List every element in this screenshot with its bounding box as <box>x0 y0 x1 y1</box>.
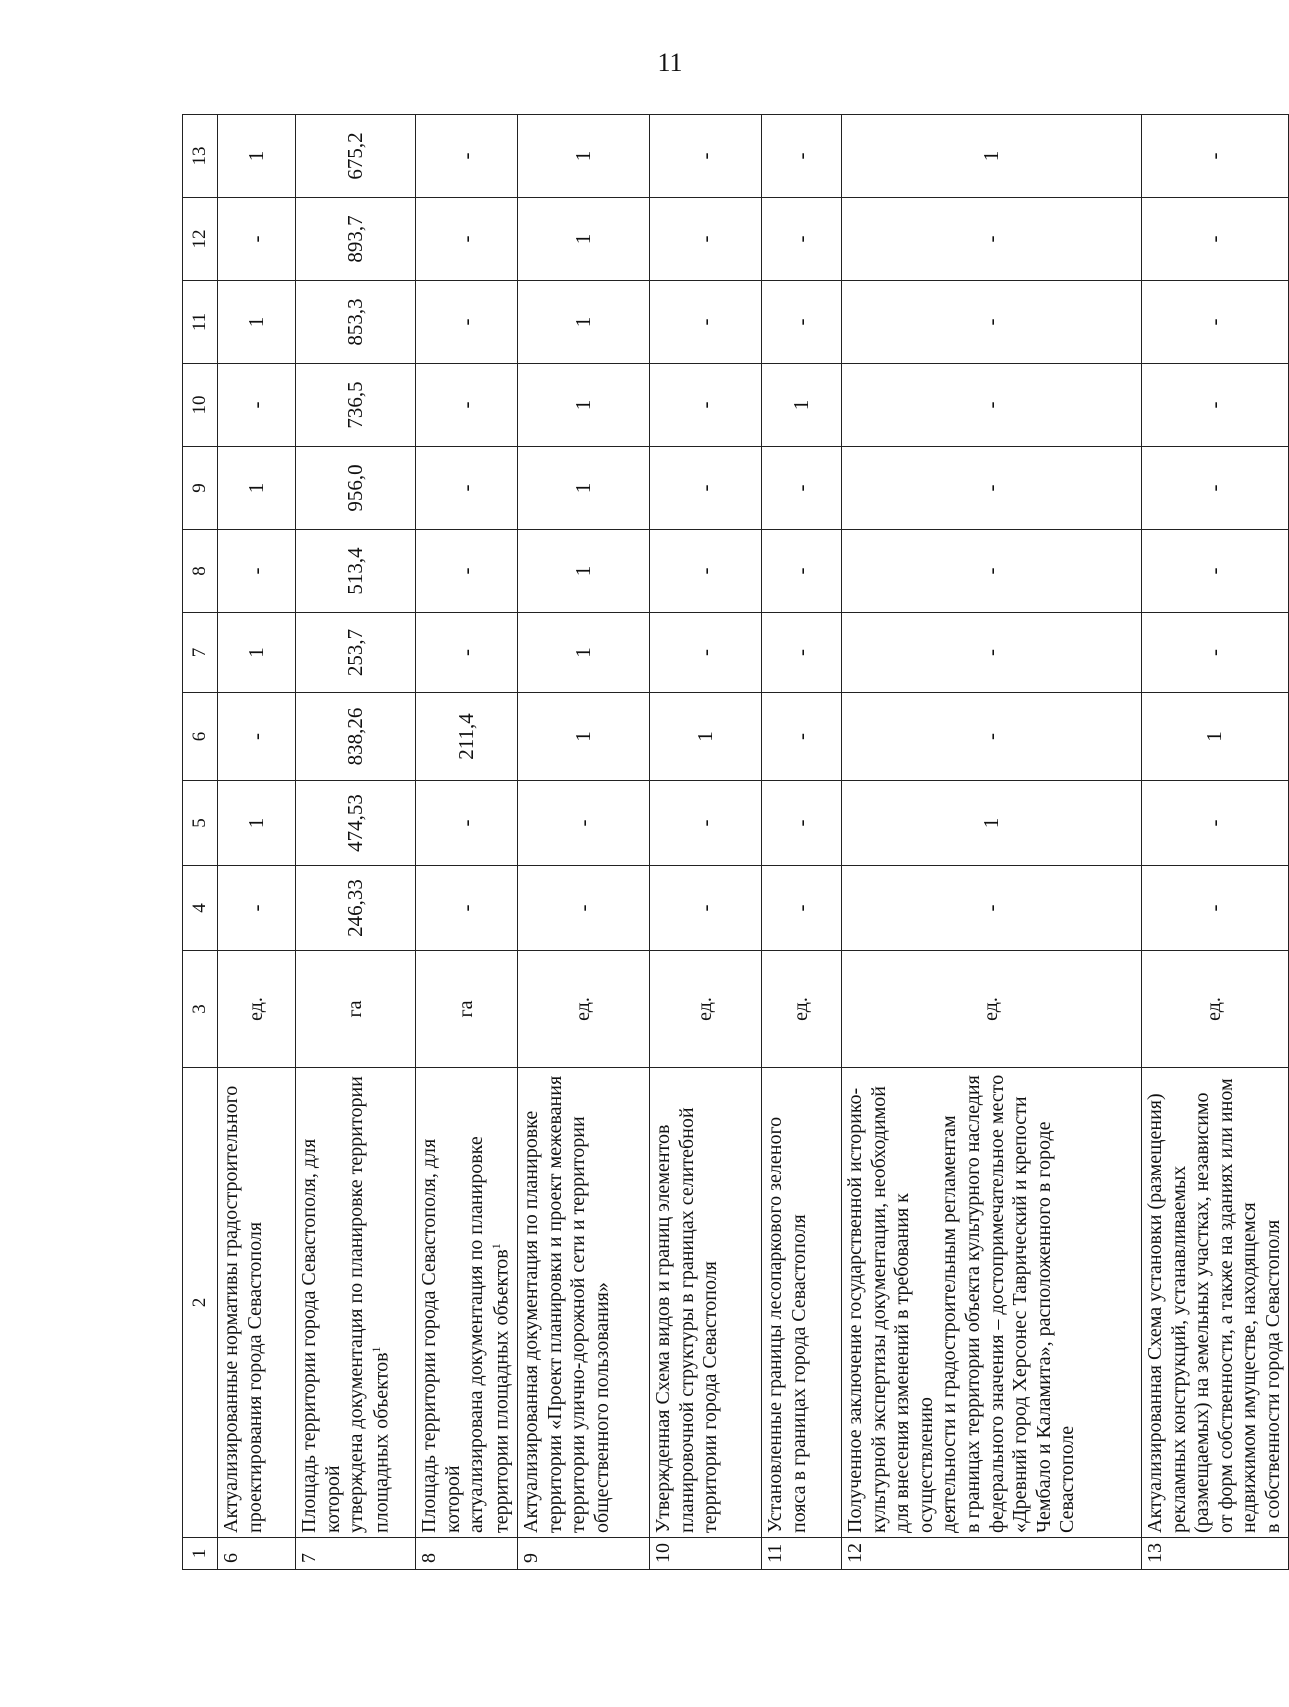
description-line: Площадь территории города Севастополя, для которой <box>418 1138 464 1533</box>
description-line: общественного пользования» <box>590 1282 613 1533</box>
description-line: пояса в границах города Севастополя <box>787 1214 810 1533</box>
description-line: для внесения изменений в требования к осуществлению <box>891 1193 937 1533</box>
description-line: Актуализированные нормативы градостроительного <box>220 1085 242 1533</box>
table-row <box>1142 115 1289 1570</box>
row-number: 8 <box>416 1538 518 1570</box>
description-line: Установленные границы лесопаркового зеленого <box>764 1116 786 1533</box>
header-cell: 10 <box>183 364 218 447</box>
value-cell: - <box>218 198 296 281</box>
description-line: от форм собственности, а также на зданиях или ином <box>1214 1078 1237 1533</box>
description-line: недвижимом имуществе, находящемся <box>1238 1202 1261 1533</box>
value-cell: - <box>842 530 1142 613</box>
table-row <box>842 115 1142 1570</box>
value-cell: - <box>650 447 762 530</box>
value-cell: 1 <box>218 281 296 364</box>
header-cell: 11 <box>183 281 218 364</box>
row-number: 7 <box>296 1538 416 1570</box>
value-cell: 675,2 <box>296 115 416 198</box>
row-number: 12 <box>842 1538 1142 1570</box>
row-number: 10 <box>650 1538 762 1570</box>
value-cell: 513,4 <box>296 530 416 613</box>
value-cell: - <box>218 530 296 613</box>
unit-cell: га <box>296 951 416 1068</box>
value-cell: - <box>416 447 518 530</box>
value-cell: - <box>218 364 296 447</box>
table-row <box>218 115 296 1570</box>
value-cell: - <box>1142 115 1289 198</box>
table-row <box>762 115 842 1570</box>
value-cell: - <box>416 530 518 613</box>
value-cell: 838,26 <box>296 693 416 781</box>
value-cell: 1 <box>218 447 296 530</box>
value-cell: 736,5 <box>296 364 416 447</box>
value-cell: 1 <box>218 781 296 866</box>
value-cell: 474,53 <box>296 781 416 866</box>
value-cell: - <box>518 781 650 866</box>
value-cell: 1 <box>518 613 650 693</box>
value-cell: - <box>1142 364 1289 447</box>
unit-cell: ед. <box>650 951 762 1068</box>
value-cell: - <box>1142 781 1289 866</box>
value-cell: - <box>1142 530 1289 613</box>
value-cell: - <box>762 115 842 198</box>
value-cell: - <box>842 364 1142 447</box>
value-cell: - <box>842 866 1142 951</box>
value-cell: - <box>762 781 842 866</box>
header-cell: 6 <box>183 693 218 781</box>
table-header-row <box>183 115 218 1570</box>
page-number: 11 <box>657 48 683 77</box>
value-cell: - <box>416 613 518 693</box>
description-line: Актуализированная документация по планировке <box>520 1110 542 1533</box>
description-line: территории «Проект планировки и проект межевания <box>543 1075 566 1533</box>
description-line: «Древний город Херсонес Таврический и крепости <box>1009 1096 1032 1533</box>
value-cell: - <box>762 693 842 781</box>
value-cell: - <box>650 866 762 951</box>
unit-cell: ед. <box>218 951 296 1068</box>
header-cell: 1 <box>183 1538 218 1570</box>
indicator-description <box>1142 1068 1289 1538</box>
unit-cell: ед. <box>762 951 842 1068</box>
value-cell: 253,7 <box>296 613 416 693</box>
value-cell: - <box>218 866 296 951</box>
value-cell: 1 <box>218 115 296 198</box>
value-cell: - <box>650 613 762 693</box>
table-row <box>518 115 650 1570</box>
row-number: 6 <box>218 1538 296 1570</box>
value-cell: - <box>416 198 518 281</box>
value-cell: - <box>762 530 842 613</box>
unit-cell: га <box>416 951 518 1068</box>
value-cell: - <box>1142 613 1289 693</box>
value-cell: - <box>1142 447 1289 530</box>
description-line: Площадь территории города Севастополя, для которой <box>298 1138 344 1533</box>
value-cell: - <box>650 364 762 447</box>
value-cell: 1 <box>518 530 650 613</box>
unit-cell: ед. <box>842 951 1142 1068</box>
value-cell: - <box>416 781 518 866</box>
value-cell: - <box>218 693 296 781</box>
value-cell: 211,4 <box>416 693 518 781</box>
header-cell: 4 <box>183 866 218 951</box>
value-cell: - <box>650 530 762 613</box>
value-cell: - <box>650 198 762 281</box>
indicator-description <box>518 1068 650 1538</box>
value-cell: - <box>842 693 1142 781</box>
indicator-description <box>762 1068 842 1538</box>
description-line: проектирования города Севастополя <box>243 1221 266 1533</box>
value-cell: 246,33 <box>296 866 416 951</box>
value-cell: 1 <box>518 198 650 281</box>
header-cell: 12 <box>183 198 218 281</box>
description-line: в границах территории объекта культурного наследия <box>961 1075 984 1533</box>
description-line: Севастополе <box>1056 1425 1079 1533</box>
value-cell: - <box>416 364 518 447</box>
description-line: (размещаемых) на земельных участках, независимо <box>1191 1092 1214 1533</box>
description-line: утверждена документация по планировке территории <box>345 1076 368 1533</box>
row-number: 13 <box>1142 1538 1289 1570</box>
value-cell: - <box>416 281 518 364</box>
indicator-description <box>842 1068 1142 1538</box>
value-cell: 1 <box>518 115 650 198</box>
row-number: 9 <box>518 1538 650 1570</box>
value-cell: - <box>762 613 842 693</box>
header-cell: 5 <box>183 781 218 866</box>
value-cell: - <box>1142 866 1289 951</box>
description-line: Актуализированная Схема установки (размещения) <box>1144 1093 1166 1533</box>
table-row <box>650 115 762 1570</box>
value-cell: - <box>762 198 842 281</box>
description-line: деятельности и градостроительным регламентам <box>938 1115 961 1533</box>
value-cell: 1 <box>842 781 1142 866</box>
description-line: планировочной структуры в границах селитебной <box>675 1107 698 1533</box>
value-cell: - <box>416 866 518 951</box>
footnote-marker: 1 <box>368 1346 383 1353</box>
value-cell: 1 <box>518 364 650 447</box>
value-cell: - <box>518 866 650 951</box>
value-cell: - <box>650 781 762 866</box>
value-cell: 853,3 <box>296 281 416 364</box>
indicators-table <box>182 114 1289 1570</box>
value-cell: - <box>842 447 1142 530</box>
indicator-description <box>218 1068 296 1538</box>
value-cell: - <box>842 198 1142 281</box>
table-row <box>296 115 416 1570</box>
indicator-description <box>416 1068 518 1538</box>
value-cell: 1 <box>762 364 842 447</box>
value-cell: 1 <box>518 447 650 530</box>
description-line: в собственности города Севастополя <box>1261 1219 1284 1533</box>
value-cell: - <box>842 281 1142 364</box>
description-line: Чембало и Каламита», расположенного в городе <box>1032 1121 1055 1533</box>
value-cell: 1 <box>218 613 296 693</box>
header-cell: 3 <box>183 951 218 1068</box>
value-cell: 956,0 <box>296 447 416 530</box>
value-cell: 1 <box>1142 693 1289 781</box>
header-cell: 13 <box>183 115 218 198</box>
value-cell: 893,7 <box>296 198 416 281</box>
indicator-description <box>296 1068 416 1538</box>
description-line: площадных объектов$^1$ <box>368 1346 393 1533</box>
header-cell: 9 <box>183 447 218 530</box>
description-line: территории улично-дорожной сети и территории <box>567 1116 590 1533</box>
value-cell: - <box>762 447 842 530</box>
unit-cell: ед. <box>1142 951 1289 1068</box>
value-cell: - <box>1142 198 1289 281</box>
row-number: 11 <box>762 1538 842 1570</box>
description-line: культурной экспертизы документации, необходимой <box>867 1085 890 1533</box>
value-cell: - <box>650 115 762 198</box>
table-row <box>416 115 518 1570</box>
value-cell: 1 <box>518 281 650 364</box>
value-cell: - <box>762 866 842 951</box>
value-cell: - <box>1142 281 1289 364</box>
value-cell: - <box>842 613 1142 693</box>
description-line: Утвержденная Схема видов и границ элементов <box>652 1124 674 1533</box>
value-cell: - <box>762 281 842 364</box>
value-cell: - <box>416 115 518 198</box>
description-line: территории площадных объектов$^1$ <box>488 1243 513 1533</box>
indicator-description <box>650 1068 762 1538</box>
description-line: территории города Севастополя <box>699 1261 722 1533</box>
header-cell: 8 <box>183 530 218 613</box>
value-cell: 1 <box>518 693 650 781</box>
description-line: Полученное заключение государственной историко- <box>844 1087 866 1533</box>
unit-cell: ед. <box>518 951 650 1068</box>
value-cell: 1 <box>650 693 762 781</box>
description-line: актуализирована документация по планировке <box>465 1136 488 1533</box>
footnote-marker: 1 <box>488 1243 503 1250</box>
value-cell: 1 <box>842 115 1142 198</box>
header-cell: 7 <box>183 613 218 693</box>
value-cell: - <box>650 281 762 364</box>
table-body <box>218 115 1289 1570</box>
header-cell: 2 <box>183 1068 218 1538</box>
description-line: федерального значения – достопримечательное место <box>985 1074 1008 1533</box>
description-line: рекламных конструкций, устанавливаемых <box>1167 1165 1190 1533</box>
rotated-table-wrapper <box>182 115 1284 1570</box>
